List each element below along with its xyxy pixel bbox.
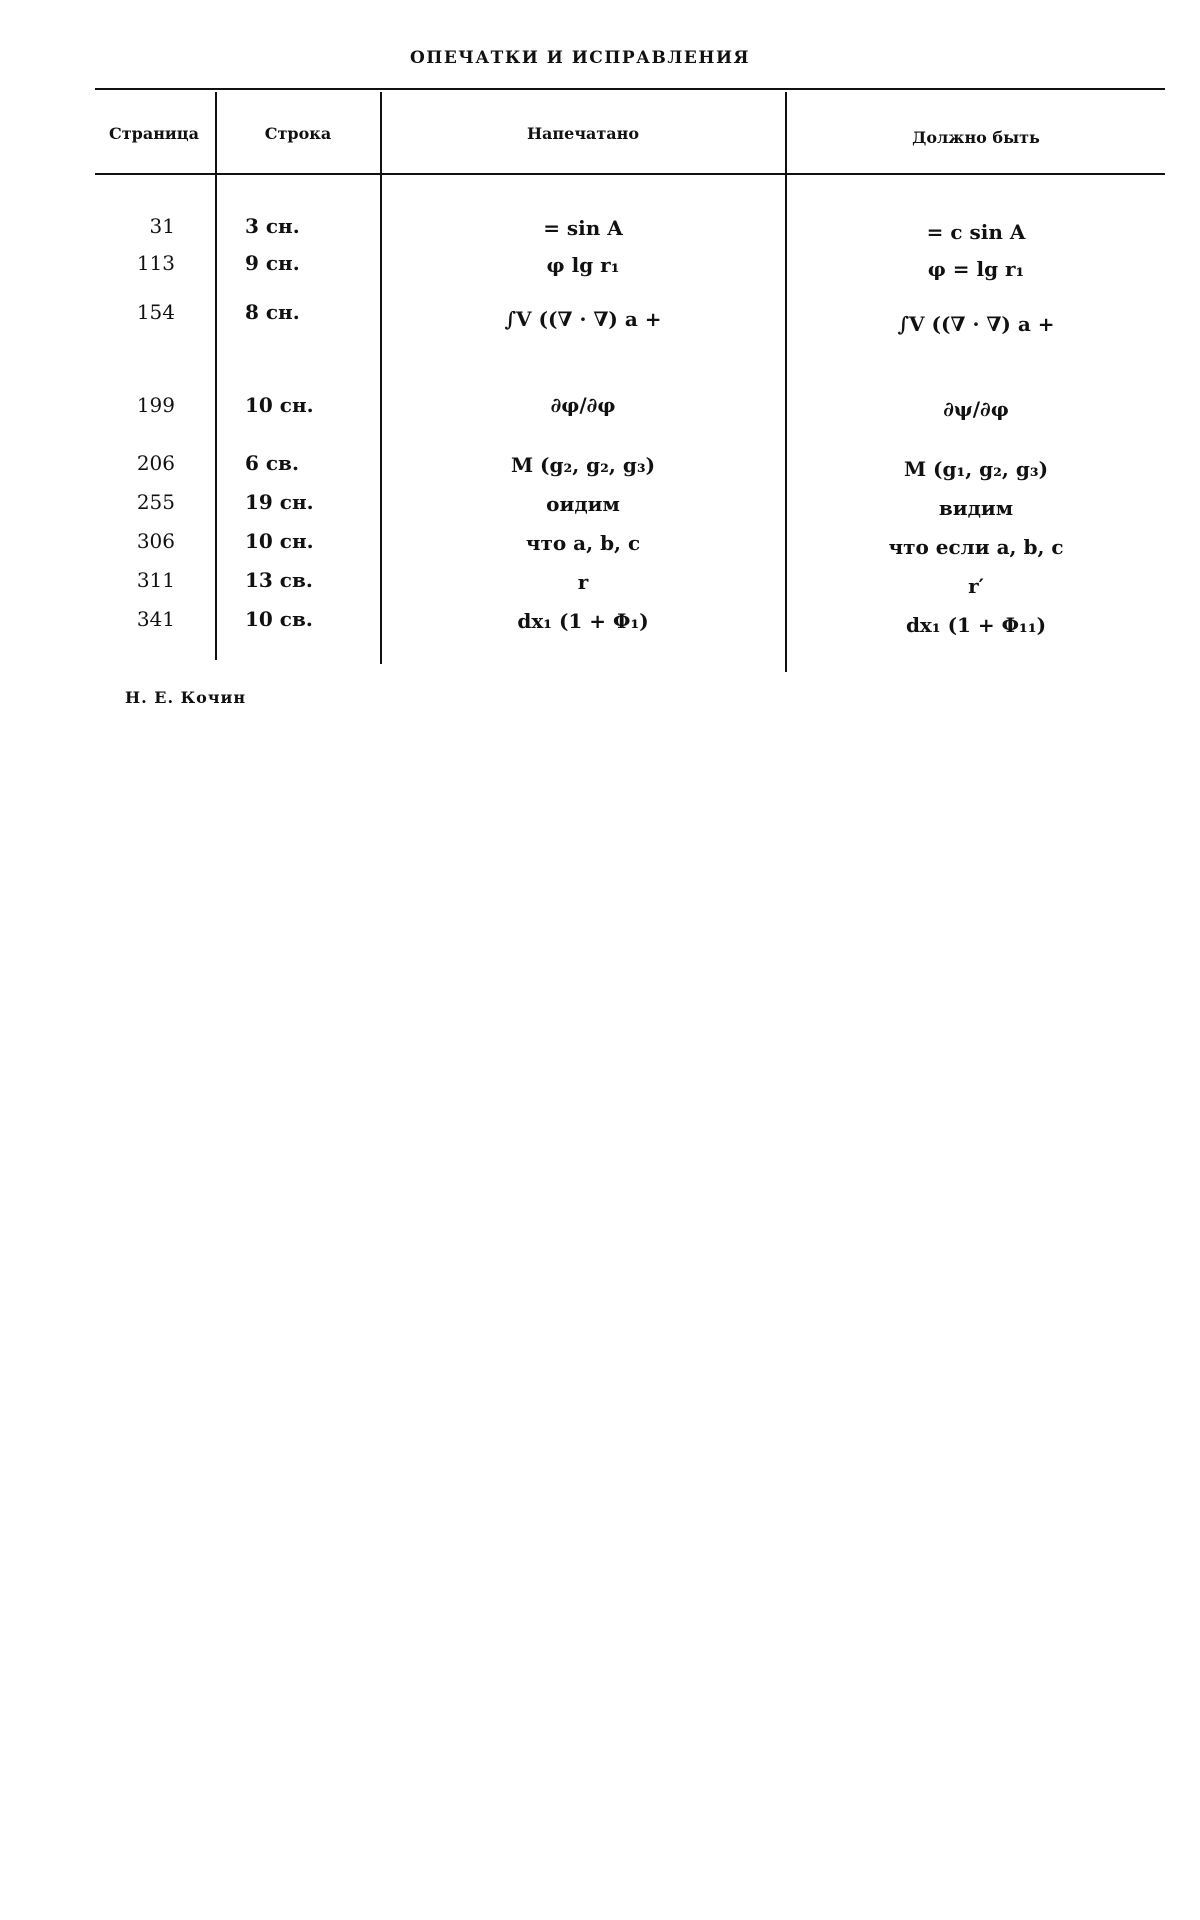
cell-should-be: M (g₁, g₂, g₃) [903, 457, 1049, 481]
cell-printed: ∂φ/∂φ [550, 393, 616, 417]
cell-line: 13 св. [245, 568, 313, 592]
cell-should-be: r′ [968, 574, 984, 598]
cell-printed: ∫V ((∇ · ∇) a + [504, 307, 662, 331]
cell-page: 113 [136, 251, 175, 275]
cell-page: 199 [136, 393, 175, 417]
cell-page: 311 [136, 568, 175, 592]
cell-page: 154 [136, 300, 175, 324]
cell-printed: M (g₂, g₂, g₃) [510, 453, 656, 477]
cell-page: 255 [136, 490, 175, 514]
errata-table [95, 88, 1165, 673]
cell-line: 10 сн. [245, 393, 314, 417]
cell-should-be: видим [938, 496, 1014, 520]
header-should-be: Должно быть [912, 128, 1040, 147]
cell-line: 6 св. [245, 451, 299, 475]
header-page: Страница [109, 124, 199, 143]
cell-page: 306 [136, 529, 175, 553]
cell-printed: dx₁ (1 + Φ₁) [517, 609, 649, 633]
table-header-rule [95, 173, 1165, 175]
cell-line: 3 сн. [245, 214, 300, 238]
cell-printed: r [577, 570, 589, 594]
cell-line: 10 сн. [245, 529, 314, 553]
cell-printed: что a, b, c [525, 531, 641, 555]
cell-line: 10 св. [245, 607, 313, 631]
cell-printed: = sin A [543, 216, 623, 240]
cell-page: 31 [149, 214, 175, 238]
page-title: ОПЕЧАТКИ И ИСПРАВЛЕНИЯ [409, 48, 750, 68]
cell-should-be: что если a, b, c [888, 535, 1064, 559]
header-line: Строка [264, 124, 332, 143]
cell-should-be: ∫V ((∇ · ∇) a + [897, 312, 1055, 336]
cell-printed: φ lg r₁ [546, 253, 620, 277]
cell-should-be: = c sin A [926, 220, 1026, 244]
table-top-rule [95, 88, 1165, 90]
header-printed: Напечатано [526, 124, 640, 143]
cell-should-be: φ = lg r₁ [927, 257, 1025, 281]
signature: Н. Е. Кочин [125, 688, 247, 707]
cell-line: 19 сн. [245, 490, 314, 514]
cell-line: 8 сн. [245, 300, 300, 324]
cell-printed: оидим [546, 492, 620, 516]
column-divider [215, 92, 217, 660]
cell-page: 341 [136, 607, 175, 631]
cell-page: 206 [136, 451, 175, 475]
cell-should-be: ∂ψ/∂φ [943, 397, 1009, 421]
cell-should-be: dx₁ (1 + Φ₁₁) [905, 613, 1047, 637]
cell-line: 9 сн. [245, 251, 300, 275]
